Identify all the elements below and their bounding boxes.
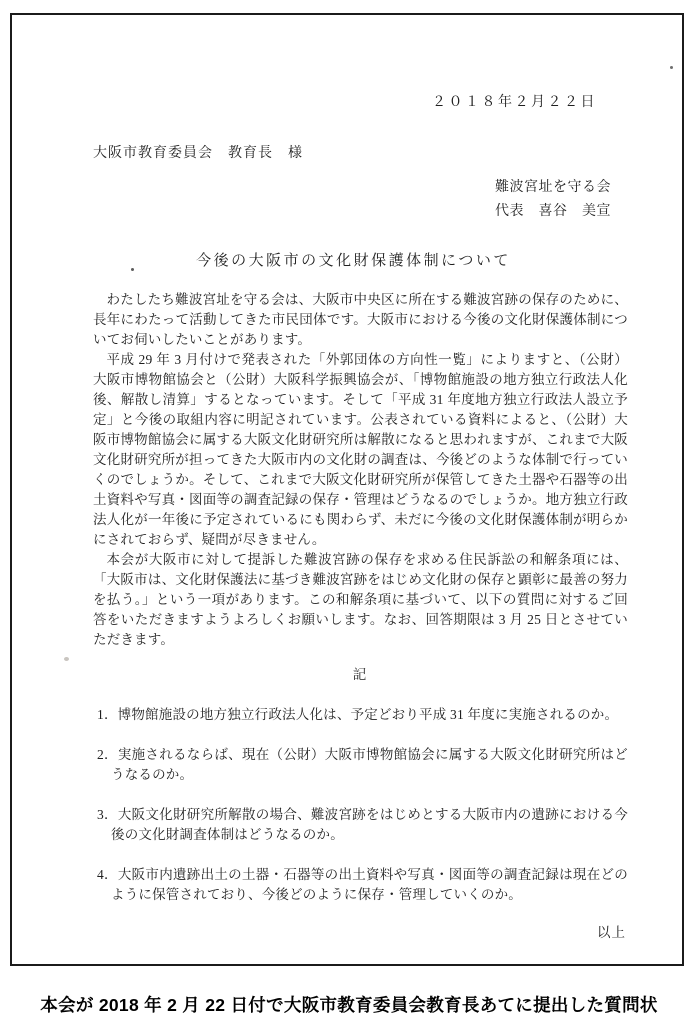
question-3: 3．大阪文化財研究所解散の場合、難波宮跡をはじめとする大阪市内の遺跡における今後の文化財調査体制はどうなるのか。 xyxy=(97,807,628,842)
record-marker: 記 xyxy=(352,667,369,682)
question-1: 1．博物館施設の地方独立行政法人化は、予定どおり平成 31 年度に実施されるのか。 xyxy=(97,707,619,722)
question-2: 2．実施されるならば、現在（公財）大阪市博物館協会に属する大阪文化財研究所はどうなるのか。 xyxy=(97,747,628,782)
letter-date: ２０１８年２月２２日 xyxy=(432,95,597,110)
scan-speck xyxy=(131,268,134,271)
sender-organization: 難波宮址を守る会 xyxy=(495,180,611,195)
letter-body xyxy=(93,290,628,650)
sender-block xyxy=(495,178,628,222)
paragraph-background: 平成 29 年 3 月付けで発表された「外郭団体の方向性一覧」によりますと、（公財）大阪市博物館協会と（公財）大阪科学振興協会が、「博物館施設の地方独立行政法人化後、解散し清算」するとなっています。そして「平成 31 年度地方独立行政法人設立予定」と今後の取組内容に明記されています。公表されている資料によると、（公財）大阪市博物館協会に属する大阪文化財研究所は解散になると思われますが、これまで大阪文化財研究所が担ってきた大阪市内の文化財の調査は、今後どのような体制で行っていくのでしょうか。そして、これまで大阪文化財研究所が保管してきた土器や石器等の出土資料や写真・図面等の調査記録の保存・管理はどうなるのでしょうか。地方独立行政法人化が一年後に予定されているにも関わらず、未だに今後の文化財保護体制が明らかにされておらず、疑問が尽きません。 xyxy=(93,352,628,547)
letter-content xyxy=(93,93,628,943)
closing-marker: 以上 xyxy=(597,925,626,940)
scan-speck xyxy=(670,66,673,69)
letter-title: 今後の大阪市の文化財保護体制について xyxy=(196,253,511,269)
addressee: 大阪市教育委員会 教育長 様 xyxy=(93,146,303,161)
sender-representative: 代表 喜谷 美宣 xyxy=(495,204,611,219)
paragraph-introduction: わたしたち難波宮址を守る会は、大阪市中央区に所在する難波宮跡の保存のために、長年にわたって活動してきた市民団体です。大阪市における今後の文化財保護体制についてお伺いしたいことがあります。 xyxy=(93,292,628,347)
figure-caption: 本会が 2018 年 2 月 22 日付で大阪市教育委員会教育長あてに提出した質問状 xyxy=(40,995,658,1015)
paragraph-request: 本会が大阪市に対して提訴した難波宮跡の保存を求める住民訴訟の和解条項には、「大阪市は、文化財保護法に基づき難波宮跡をはじめ文化財の保存と顕彰に最善の努力を払う。」という一項があります。この和解条項に基づいて、以下の質問に対するご回答をいただきますようよろしくお願いします。なお、回答期限は 3 月 25 日とさせていただきます。 xyxy=(93,552,628,647)
question-list xyxy=(93,705,628,905)
scan-speck xyxy=(64,657,69,661)
scanned-letter-page xyxy=(10,13,684,966)
question-4: 4．大阪市内遺跡出土の土器・石器等の出土資料や写真・図面等の調査記録は現在どのように保管されており、今後どのように保存・管理していくのか。 xyxy=(97,867,628,902)
